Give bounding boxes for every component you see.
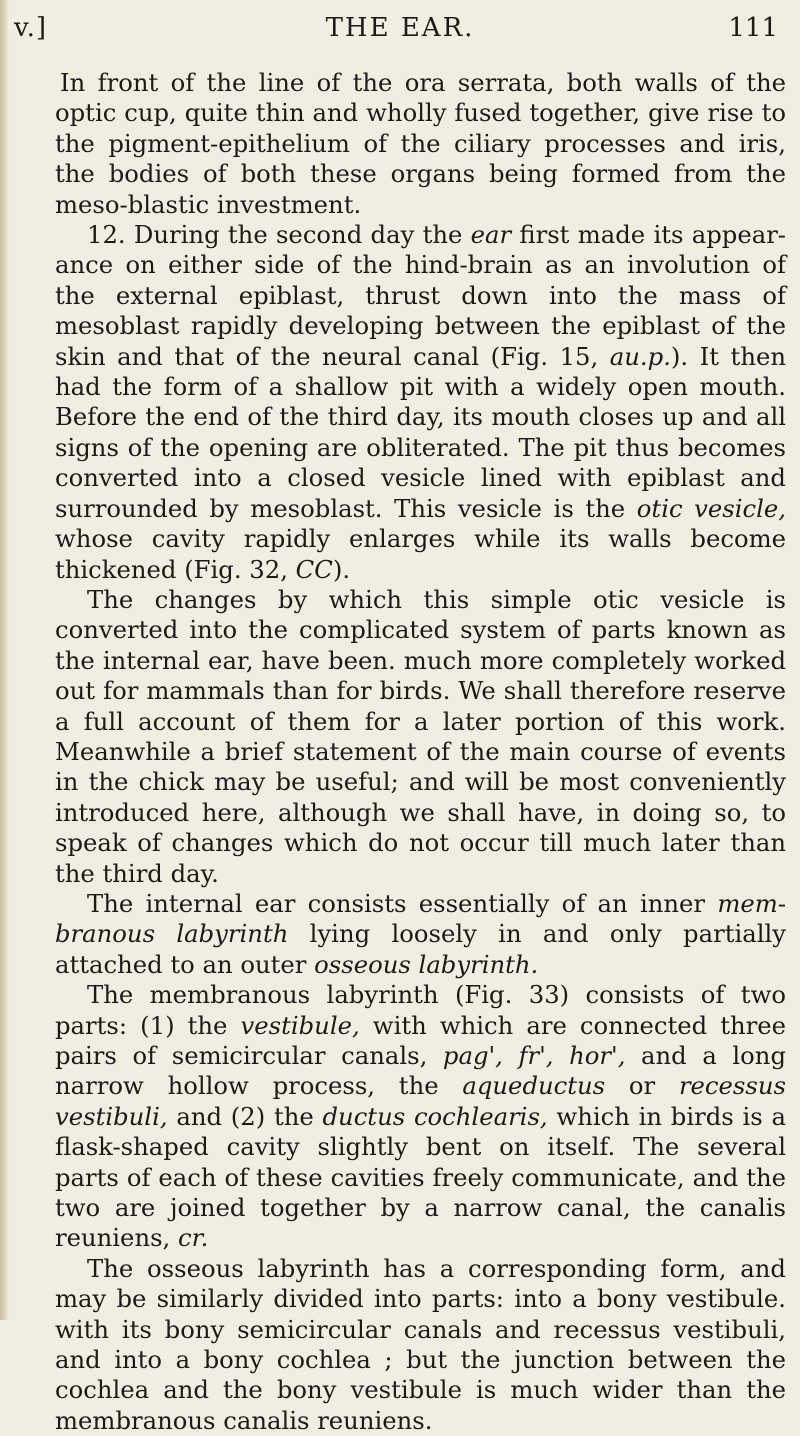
italic-text-run: vestibule, bbox=[240, 1010, 360, 1040]
italic-text-run: ductus cochlearis, bbox=[322, 1101, 548, 1131]
paragraph bbox=[55, 1254, 786, 1436]
italic-text-run: CC bbox=[295, 554, 333, 584]
paragraph bbox=[55, 585, 786, 889]
page-number: 111 bbox=[728, 13, 778, 43]
italic-text-run: osseous labyrinth. bbox=[314, 949, 539, 979]
text-run: 12. During the second day the bbox=[87, 220, 471, 250]
text-run: The osseous labyrinth has a corresponding form, and may be similarly divided into parts: into a bony vestibule. with its bony semicircular canals and recessus vestibuli, and into a bony cochlea ; but the junction between the cochlea and the bony vestibule is much wider than the membranous canalis reuniens. bbox=[55, 1253, 786, 1435]
text-run: and (2) the bbox=[167, 1101, 323, 1131]
text-run: and a long narrow hollow process, the bbox=[55, 1041, 787, 1101]
body-text bbox=[55, 68, 786, 1436]
italic-text-run: pag', fr', hor', bbox=[442, 1041, 626, 1070]
text-run: first made its appear-ance on either side of the hind-brain as an involution of the external epiblast, thrust down into the mass of mesoblast rapidly developing between the epiblast of the skin and that of the neural canal (Fig. 15, bbox=[55, 220, 787, 371]
paragraph bbox=[55, 980, 786, 1254]
text-run: The changes by which this simple otic vesicle is converted into the complicated system of parts known as the internal ear, have been. much more completely worked out for mammals than for birds. We shall therefore reserve a full account of them for a later portion of this work. Meanwhile a brief statement of the main course of events in the chick may be useful; and will be most conveniently introduced here, although we shall have, in doing so, to speak of changes which do not occur till much later than the third day. bbox=[55, 584, 786, 888]
text-run: In front of the line of the ora serrata, both walls of the optic cup, quite thin and wholly fused together, give rise to the pigment-epithelium of the ciliary processes and iris, the bodies of both these organs being formed from the meso-blastic investment. bbox=[55, 68, 786, 219]
text-run: The internal ear consists essentially of an inner bbox=[87, 888, 718, 918]
italic-text-run: otic vesicle, bbox=[636, 493, 786, 523]
text-run: or bbox=[605, 1071, 679, 1101]
italic-text-run: aqueductus bbox=[462, 1071, 606, 1101]
text-run: whose cavity rapidly enlarges while its walls become thickened (Fig. 32, bbox=[55, 524, 786, 584]
paragraph bbox=[55, 889, 786, 980]
text-run: lying loosely in and only partially attached to an outer bbox=[55, 919, 786, 979]
text-run: ). bbox=[332, 554, 351, 584]
italic-text-run: ear bbox=[470, 220, 512, 250]
text-run: with which are connected three pairs of semicircular canals, bbox=[55, 1010, 787, 1070]
italic-text-run: mem-branous labyrinth bbox=[55, 888, 786, 949]
page-title: THE EAR. bbox=[325, 13, 475, 43]
text-run: which in birds is a flask-shaped cavity slightly bent on itself. The several parts of each of these cavities freely communicate, and the two are joined together by a narrow canal, the canalis reuniens, bbox=[55, 1101, 786, 1253]
paragraph bbox=[55, 220, 786, 585]
italic-text-run: recessus vestibuli, bbox=[55, 1071, 786, 1131]
italic-text-run: au.p. bbox=[609, 341, 671, 371]
chapter-marker: v.] bbox=[14, 13, 48, 43]
italic-text-run: cr. bbox=[178, 1223, 209, 1253]
text-run: ). It then had the form of a shallow pit with a widely open mouth. Before the end of the third day, its mouth closes up and all signs of the opening are obliterated. The pit thus becomes converted into a closed vesicle lined with epiblast and surrounded by mesoblast. This vesicle is the bbox=[55, 341, 786, 523]
paragraph bbox=[55, 68, 786, 220]
text-run: The membranous labyrinth (Fig. 33) consists of two parts: (1) the bbox=[55, 980, 786, 1040]
running-head bbox=[0, 8, 800, 48]
